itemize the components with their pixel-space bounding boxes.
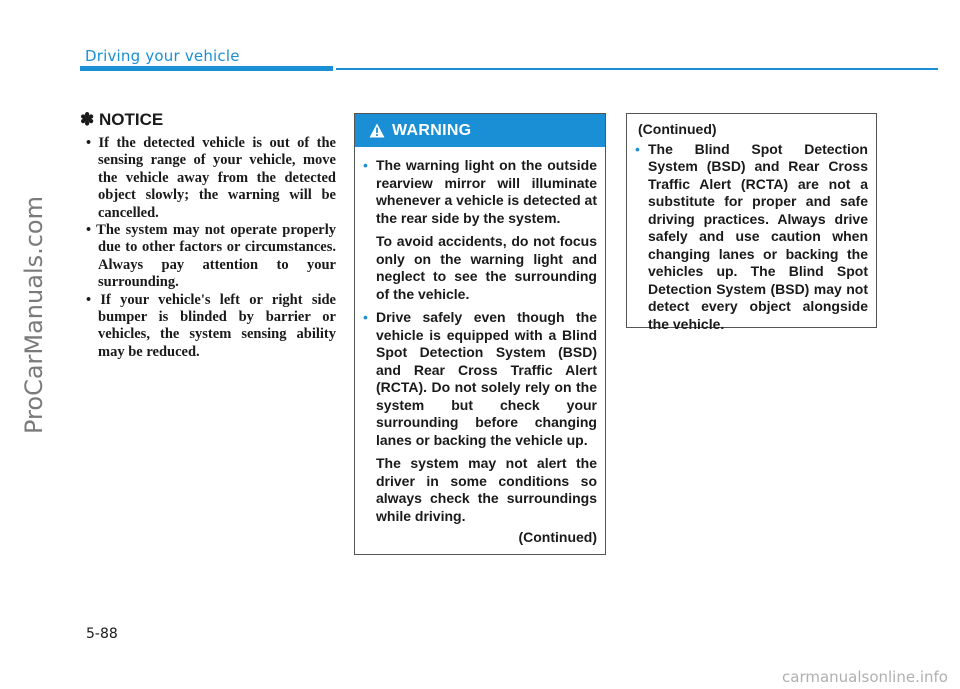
notice-item: • If your vehicle's left or right side bumper is blinded by barrier or vehicles, the system sensing ability may be reduced. bbox=[86, 291, 336, 360]
warning-title: WARNING bbox=[392, 121, 472, 139]
page-number: 5-88 bbox=[86, 626, 118, 642]
continued-label: (Continued) bbox=[518, 529, 597, 545]
warning-item bbox=[363, 309, 597, 531]
warning-header bbox=[355, 114, 605, 147]
continued-body bbox=[627, 139, 876, 340]
warning-item bbox=[363, 157, 597, 309]
bullet-icon: • bbox=[363, 309, 368, 325]
section-title: Driving your vehicle bbox=[85, 47, 240, 65]
warning-triangle-icon bbox=[369, 123, 385, 138]
side-watermark bbox=[14, 150, 54, 480]
watermark-text: ProCarManuals.com bbox=[20, 195, 48, 435]
warning-paragraph: Drive safely even though the vehicle is equipped with a Blind Spot Detection System (BSD) and Rear Cross Traffic Alert (RCTA). Do not solely rely on the system but check your surrounding before changing lanes or backing the vehicle up. bbox=[376, 309, 597, 448]
notice-item: • If the detected vehicle is out of the sensing range of your vehicle, move the vehicle away from the detected object slowly; the warning will be cancelled. bbox=[86, 135, 336, 221]
footer-watermark: carmanualsonline.info bbox=[782, 668, 948, 686]
continued-label: (Continued) bbox=[638, 121, 717, 137]
notice-item: • The system may not operate properly due to other factors or circumstances. Always pay attention to your surrounding. bbox=[86, 222, 336, 291]
warning-paragraph: To avoid accidents, do not focus only on the warning light and neglect to see the surrounding of the vehicle. bbox=[376, 233, 597, 302]
notice-section bbox=[80, 110, 336, 361]
warning-continued-box bbox=[626, 113, 877, 332]
warning-body bbox=[355, 147, 605, 547]
bullet-icon: • bbox=[363, 157, 368, 173]
notice-heading: ✽ NOTICE bbox=[80, 110, 164, 129]
warning-paragraph: The Blind Spot Detection System (BSD) and Rear Cross Traffic Alert (RCTA) are not a substitute for proper and safe driving practices. Always drive safely and use caution when changing lanes or backing the vehicles up. The Blind Spot Detection System (BSD) may not detect every object alongside the vehicle. bbox=[648, 140, 868, 332]
header-rule-thick bbox=[80, 66, 333, 71]
warning-item bbox=[635, 141, 868, 340]
header-rule-thin bbox=[336, 68, 938, 70]
warning-paragraph: The warning light on the outside rearview mirror will illuminate whenever a vehicle is detected at the rear side by the system. bbox=[376, 157, 597, 226]
warning-paragraph: The system may not alert the driver in some conditions so always check the surroundings while driving. bbox=[376, 455, 597, 524]
warning-box bbox=[354, 113, 606, 555]
bullet-icon: • bbox=[635, 140, 640, 157]
notice-list bbox=[80, 135, 336, 361]
